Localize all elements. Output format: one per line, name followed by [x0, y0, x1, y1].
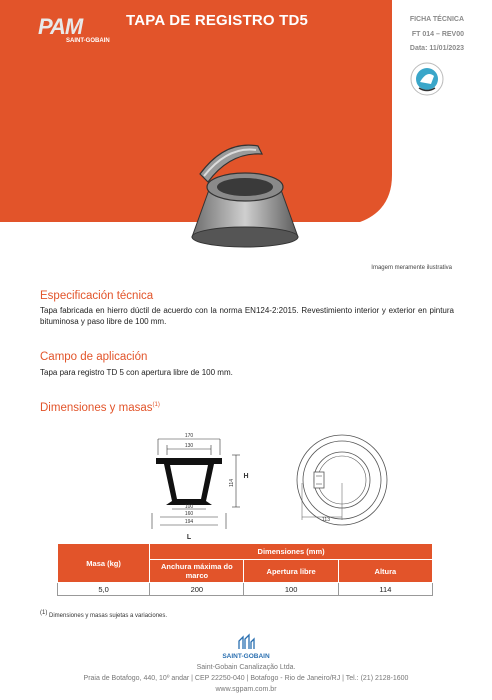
section-dimensions-sup: (1) [152, 402, 160, 409]
dim-label-height: H [243, 473, 249, 480]
dim-label-113: 113 [322, 517, 330, 523]
saint-gobain-logo [216, 633, 276, 663]
brand-logo [28, 14, 110, 52]
dim-label-194: 194 [184, 519, 194, 525]
footnote-text: Dimensiones y masas sujetas a variaciones. [47, 613, 168, 619]
cell-opening: 100 [244, 583, 338, 596]
doc-code: FT 014 – REV00 [411, 31, 464, 38]
doc-type: FICHA TÉCNICA [409, 16, 464, 23]
cell-mass: 5,0 [58, 583, 150, 596]
footer-website: www.sgpam.com.br [215, 686, 277, 693]
cell-height: 114 [338, 583, 432, 596]
cell-width: 200 [150, 583, 244, 596]
footer-logo-text: SAINT-GOBAIN [222, 653, 270, 660]
brand-logo-text: PAM [38, 14, 83, 39]
col-header-height: Altura [338, 560, 432, 583]
doc-date: Data: 11/01/2023 [409, 45, 464, 52]
section-dimensions-title-text: Dimensiones y masas [40, 402, 153, 414]
table-row [58, 583, 433, 596]
section-spec-text: Tapa fabricada en hierro dúctil de acuerdo con la norma EN124-2:2015. Revestimiento interior y exterior en pintura bituminosa y paso libre de 100 mm. [40, 306, 454, 326]
dim-label-160: 160 [184, 511, 194, 517]
section-application-title: Campo de aplicación [40, 351, 148, 363]
footnote [40, 610, 167, 619]
col-header-mass: Masa (kg) [58, 544, 150, 583]
brand-logo-sub: SAINT-GOBAIN [66, 38, 110, 44]
col-header-opening: Apertura libre [244, 560, 338, 583]
manhole-cover-icon [180, 132, 310, 252]
footer-company: Saint-Gobain Canalização Ltda. [196, 664, 296, 671]
dim-label-100: 100 [184, 504, 194, 510]
dim-label-130: 130 [184, 443, 194, 449]
col-header-dimensions: Dimensiones (mm) [150, 544, 433, 560]
dimension-drawing [140, 425, 400, 540]
dim-label-width: L [186, 534, 192, 540]
section-application-text: Tapa para registro TD 5 con apertura libre de 100 mm. [40, 368, 233, 377]
col-header-width: Anchura máxima do marco [150, 560, 244, 583]
page-title: TAPA DE REGISTRO TD5 [126, 12, 309, 29]
dim-label-170: 170 [184, 433, 194, 439]
dimensions-table [57, 543, 433, 596]
image-caption: Imagem meramente ilustrativa [371, 265, 452, 271]
footnote-sup: (1) [40, 610, 48, 616]
section-spec-title: Especificación técnica [40, 290, 154, 302]
footer-address: Praia de Botafogo, 440, 10º andar | CEP 22250-040 | Botafogo - Rio de Janeiro/RJ | Tel.: (21) 2128-1600 [83, 675, 409, 682]
dim-label-114: 114 [229, 479, 235, 487]
section-dimensions-title [40, 402, 160, 414]
quality-seal-icon [410, 62, 444, 96]
